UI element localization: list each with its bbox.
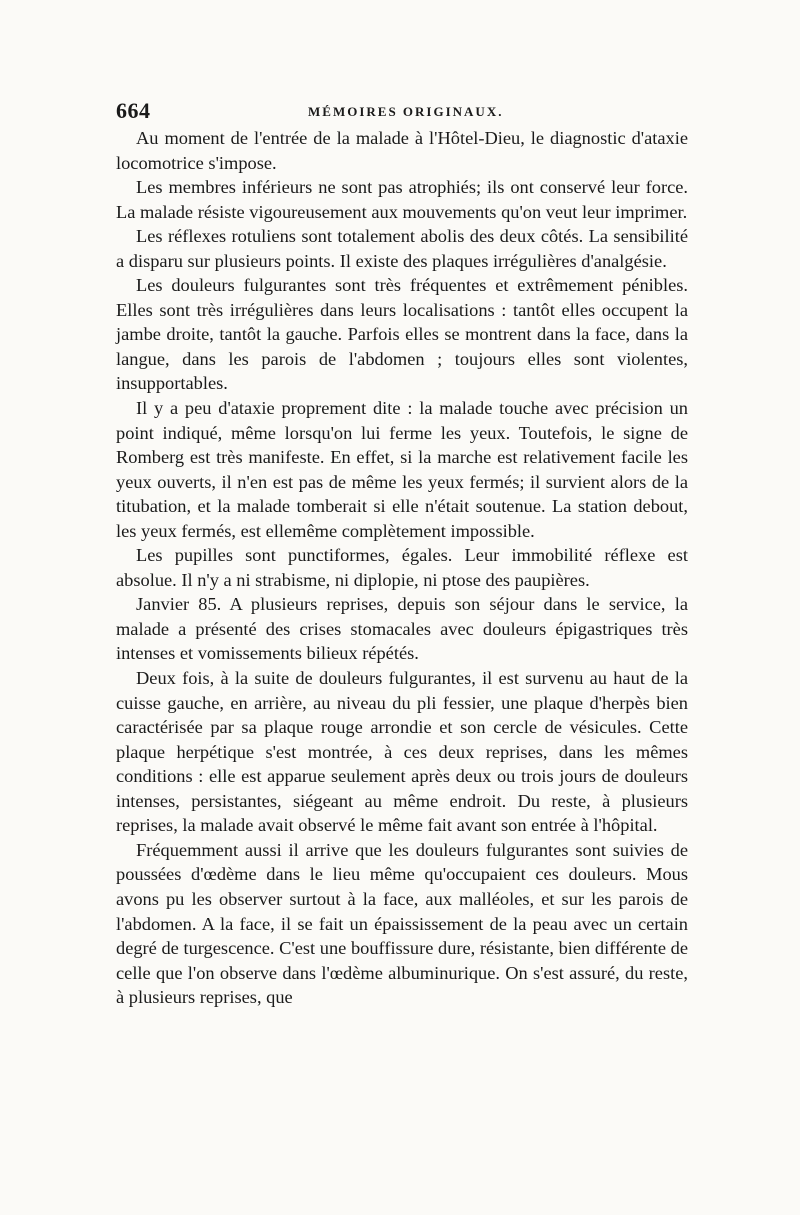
running-title: MÉMOIRES ORIGINAUX. [308,104,504,119]
paragraph: Fréquemment aussi il arrive que les douleurs fulgurantes sont suivies de poussées d'œdème dans le lieu même qu'occupaient ces douleurs. Mous avons pu les observer surtout à la face, aux malléoles, et sur les parois de l'abdomen. A la face, il se fait un épaississement de la peau avec un certain degré de turgescence. C'est une bouffissure dure, résistante, bien différente de celle que l'on observe dans l'œdème albuminurique. On s'est assuré, du reste, à plusieurs reprises, que [116,839,688,1008]
paragraph: Les pupilles sont punctiformes, égales. Leur immobilité réflexe est absolue. Il n'y a ni strabisme, ni diplopie, ni ptose des paupières. [116,545,688,590]
paragraph: Les douleurs fulgurantes sont très fréquentes et extrêmement pénibles. Elles sont très irrégulières dans leurs localisations : tantôt elles occupent la jambe droite, tantôt la gauche. Parfois elles se montrent dans la face, dans la langue, dans les parois de l'abdomen ; toujours elles sont violentes, insupportables. [116,275,688,394]
paragraph: Janvier 85. A plusieurs reprises, depuis son séjour dans le service, la malade a présenté des crises stomacales avec douleurs épigastriques très intenses et vomissements bilieux répétés. [116,594,688,664]
paragraph: Deux fois, à la suite de douleurs fulgurantes, il est survenu au haut de la cuisse gauche, en arrière, au niveau du pli fessier, une plaque d'herpès bien caractérisée par sa plaque rouge arrondie et son cercle de vésicules. Cette plaque herpétique s'est montrée, à ces deux reprises, dans les mêmes conditions : elle est apparue seulement après deux ou trois jours de douleurs intenses, persistantes, siégeant au même endroit. Du reste, à plusieurs reprises, la malade avait observé le même fait avant son entrée à l'hôpital. [116,668,688,836]
page-number: 664 [116,98,151,123]
paragraph: Les réflexes rotuliens sont totalement abolis des deux côtés. La sensibilité a disparu sur plusieurs points. Il existe des plaques irrégulières d'analgésie. [116,226,688,271]
body-text [116,126,688,1010]
paragraph: Il y a peu d'ataxie proprement dite : la malade touche avec précision un point indiqué, même lorsqu'on lui ferme les yeux. Toutefois, le signe de Romberg est très manifeste. En effet, si la marche est relativement facile les yeux ouverts, il n'en est pas de même les yeux fermés; il survient alors de la titubation, et la malade tomberait si elle n'était soutenue. La station debout, les yeux fermés, est ellemême complètement impossible. [116,398,688,541]
page-header [116,98,696,128]
paragraph: Les membres inférieurs ne sont pas atrophiés; ils ont conservé leur force. La malade résiste vigoureusement aux mouvements qu'on veut leur imprimer. [116,177,688,222]
paragraph: Au moment de l'entrée de la malade à l'Hôtel-Dieu, le diagnostic d'ataxie locomotrice s'impose. [116,128,688,173]
